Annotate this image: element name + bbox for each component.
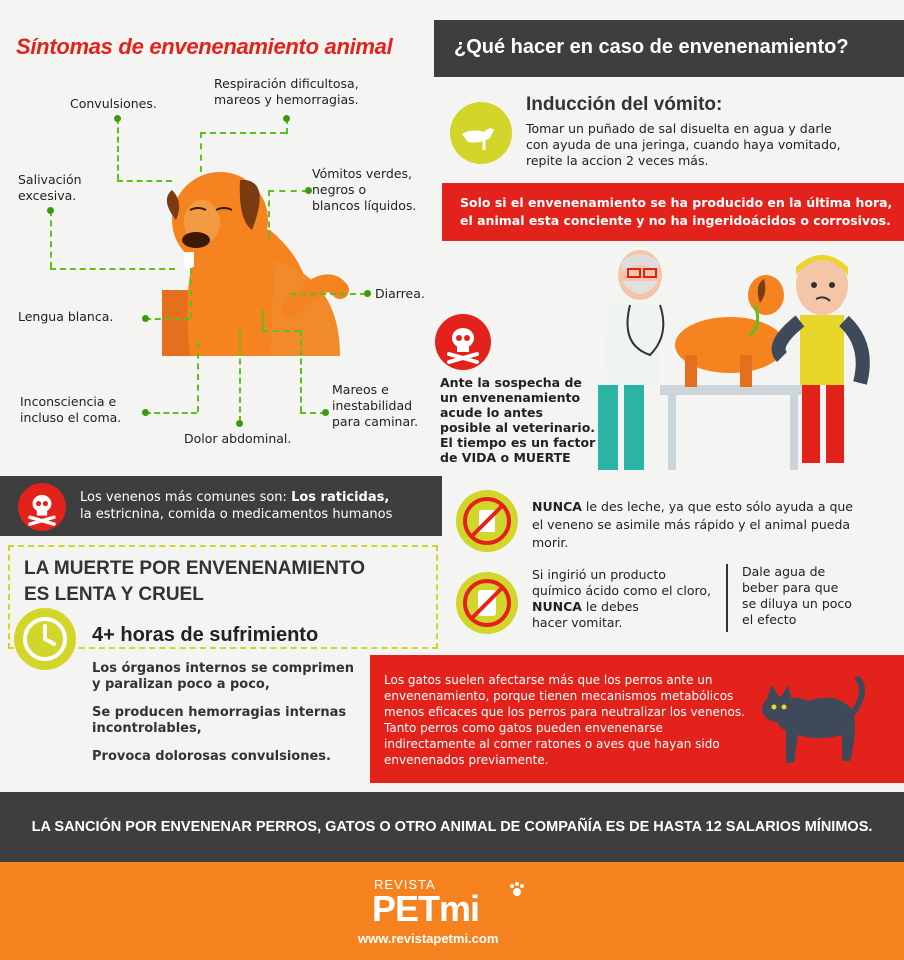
symptom-lengua: Lengua blanca. xyxy=(18,309,114,324)
connector-salivacion-h xyxy=(50,268,175,270)
connector-inconsciencia xyxy=(145,412,197,414)
cats-notice xyxy=(370,655,904,783)
connector-dot xyxy=(47,207,54,214)
connector-dot xyxy=(322,409,329,416)
vomit-induction-icon xyxy=(450,102,512,164)
death-item: Se producen hemorragias internas incontrolables, xyxy=(92,705,347,736)
skull-icon xyxy=(435,314,491,370)
death-title: LA MUERTE POR ENVENENAMIENTO ES LENTA Y CRUEL xyxy=(24,556,365,608)
website-link[interactable]: www.revistapetmi.com xyxy=(358,931,499,946)
symptom-respiracion: Respiración dificultosa, mareos y hemorragias. xyxy=(214,76,359,107)
symptom-convulsiones: Convulsiones. xyxy=(70,96,157,111)
connector-vomitos-v xyxy=(268,190,270,238)
connector-lengua-v xyxy=(190,268,192,318)
red-notice xyxy=(442,183,904,241)
no-chemical-icon xyxy=(456,572,518,634)
connector-dot xyxy=(236,420,243,427)
death-list xyxy=(92,661,354,765)
skull-icon xyxy=(18,483,66,531)
vet-and-owner-illustration xyxy=(590,245,890,473)
no-milk-icon xyxy=(456,490,518,552)
red-notice-text: Solo si el envenenamiento se ha producido en la última hora, el animal esta conciente y no ha ingeridoácidos o corrosivos. xyxy=(460,195,893,228)
milk-warning: NUNCA le des leche, ya que esto sólo ayuda a que el veneno se asimile más rápido y el animal pueda morir. xyxy=(532,499,853,550)
symptom-diarrea: Diarrea. xyxy=(375,286,425,301)
connector-dot xyxy=(305,187,312,194)
sanction-bar xyxy=(0,792,904,862)
hours-suffering: 4+ horas de sufrimiento xyxy=(92,624,319,646)
connector-convulsiones xyxy=(117,118,119,180)
poisons-bar xyxy=(0,476,442,536)
connector-dot xyxy=(142,315,149,322)
sanction-text: LA SANCIÓN POR ENVENENAR PERROS, GATOS O OTRO ANIMAL DE COMPAÑÍA ES DE HASTA 12 SALARIOS MÍNIMOS. xyxy=(31,819,873,835)
brand-logo: PETmi xyxy=(372,888,480,929)
connector-salivacion xyxy=(50,210,52,268)
cats-text: Los gatos suelen afectarse más que los perros ante un envenenamiento, porque tienen mecanismos metabólicos menos eficaces que los perros para neutralizar los venenos. Tanto perros como gatos pueden envenenarse indirectamente al comer ratones o aves que hayan sido envenenados previamente. xyxy=(384,673,745,767)
connector-dot xyxy=(364,290,371,297)
connector-lengua xyxy=(145,318,190,320)
paw-icon xyxy=(508,880,526,898)
what-to-do-header xyxy=(434,20,904,77)
cat-icon xyxy=(758,671,868,771)
connector-mareos-b xyxy=(262,330,300,332)
connector-dolor xyxy=(239,330,241,422)
clock-icon xyxy=(14,608,76,670)
induction-text: Tomar un puñado de sal disuelta en agua y darle con ayuda de una jeringa, cuando haya vomitado, repite la accion 2 veces más. xyxy=(526,121,841,168)
vet-advice: Ante la sospecha de un envenenamiento acude lo antes posible al veterinario. El tiempo es un factor de VIDA o MUERTE xyxy=(440,375,596,465)
connector-dot xyxy=(114,115,121,122)
connector-mareos-c xyxy=(300,330,302,412)
connector-dot xyxy=(283,115,290,122)
chemical-warning: Si ingirió un producto químico ácido como el cloro, NUNCA le debes hacer vomitar. xyxy=(532,567,711,630)
symptom-inconsciencia: Inconsciencia e incluso el coma. xyxy=(20,394,122,425)
connector-respiracion xyxy=(200,132,286,134)
poisons-text: Los venenos más comunes son: Los raticidas, la estricnina, comida o medicamentos humanos xyxy=(80,490,393,522)
connector-inconsciencia-v xyxy=(197,342,199,412)
death-item: Provoca dolorosas convulsiones. xyxy=(92,749,331,764)
divider xyxy=(726,564,728,632)
symptom-vomitos: Vómitos verdes, negros o blancos líquidos. xyxy=(312,166,417,213)
revista-label: REVISTA xyxy=(374,877,436,892)
water-advice: Dale agua de beber para que se diluya un poco el efecto xyxy=(742,564,852,627)
what-to-do-title: ¿Qué hacer en caso de envenenamiento? xyxy=(454,36,849,58)
symptom-dolor: Dolor abdominal. xyxy=(184,431,292,446)
death-item: Los órganos internos se comprimen y paralizan poco a poco, xyxy=(92,661,355,692)
connector-mareos-a xyxy=(262,310,264,330)
symptom-salivacion: Salivación excesiva. xyxy=(18,172,82,203)
symptoms-title: Síntomas de envenenamiento animal xyxy=(16,34,393,59)
footer xyxy=(0,862,904,960)
connector-respiracion-v2 xyxy=(200,132,202,172)
induction-title: Inducción del vómito: xyxy=(526,94,723,115)
connector-vomitos xyxy=(268,190,308,192)
connector-dot xyxy=(142,409,149,416)
connector-diarrea xyxy=(290,293,366,295)
connector-convulsiones-h xyxy=(117,180,172,182)
symptom-mareos: Mareos e inestabilidad para caminar. xyxy=(332,382,419,429)
